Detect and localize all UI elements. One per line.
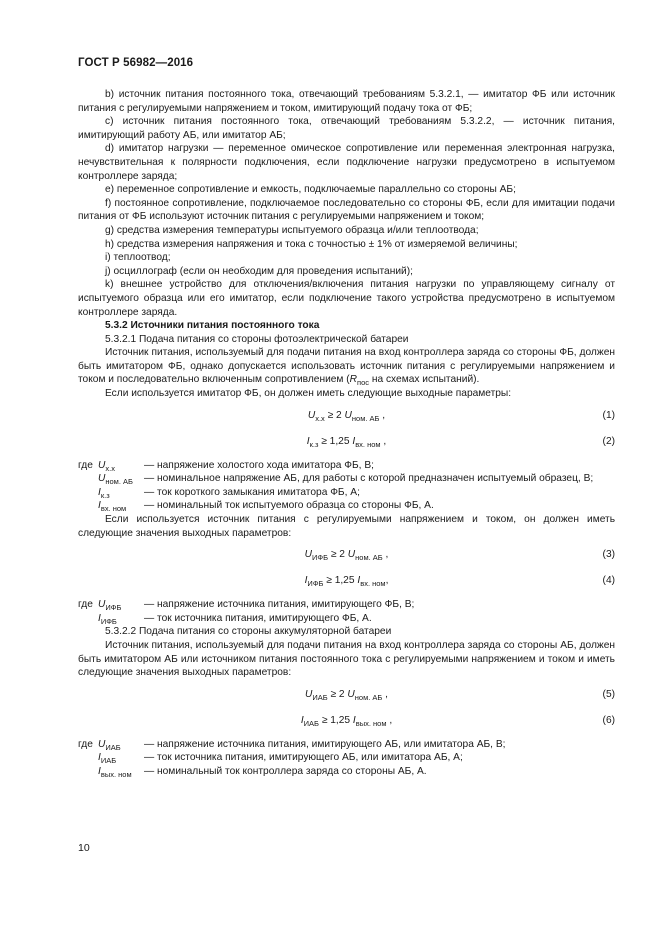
f4-sub2: вх. ном bbox=[360, 579, 386, 589]
where-row bbox=[78, 612, 615, 626]
where-list-3 bbox=[78, 738, 615, 779]
formula-4-expression bbox=[78, 574, 615, 588]
list-item-g: g) средства измерения температуры испытуемого образца и/или теплоотвода; bbox=[105, 224, 479, 236]
formula-6 bbox=[78, 712, 615, 738]
formula-3-expression bbox=[78, 548, 615, 562]
where-row bbox=[78, 738, 615, 752]
symbol-r: R bbox=[349, 374, 358, 386]
where-sub: вых. ном bbox=[100, 769, 132, 779]
where-row bbox=[78, 765, 615, 779]
where-sub: вх. ном bbox=[100, 504, 127, 514]
list-item-f: f) постоянное сопротивление, подключаемое последовательно со стороны ФБ, если для имитации подачи питания от ФБ используют источник питания с регулируемыми напряжением и током; bbox=[78, 197, 615, 223]
f5-sub2: ном. АБ bbox=[354, 692, 383, 702]
paragraph-regulated-source: Если используется источник питания с регулируемыми напряжением и током, он должен иметь следующие значения выходных параметров: bbox=[78, 514, 615, 539]
f4-tail: , bbox=[385, 575, 389, 587]
list-item-h: h) средства измерения напряжения и тока с точностью ± 1% от измеряемой величины; bbox=[105, 238, 518, 250]
formula-4-number: (4) bbox=[602, 575, 615, 587]
paragraph-pv-simulator: Если используется имитатор ФБ, он должен иметь следующие выходные параметры: bbox=[105, 388, 512, 400]
document-body bbox=[78, 88, 615, 779]
f1-sub2: ном. АБ bbox=[351, 413, 380, 423]
where-sym: I bbox=[98, 486, 101, 498]
f6-sub2: вых. ном bbox=[355, 718, 387, 728]
where-sub: х.х bbox=[105, 463, 115, 473]
where-text: — напряжение источника питания, имитирующего АБ, или имитатора АБ, В; bbox=[144, 738, 506, 750]
f3-op: ≥ 2 bbox=[328, 549, 348, 561]
list-item-b: b) источник питания постоянного тока, отвечающий требованиям 5.3.2.1, — имитатор ФБ или источник питания с регулируемыми напряжением и током, имитирующий подачу тока от ФБ; bbox=[78, 89, 615, 114]
f2-sub: к.з bbox=[309, 439, 319, 449]
list-item-k: k) внешнее устройство для отключения/включения питания нагрузки по управляющему сигналу от испытуемого образца или его имитатор, если подключение такого устройства предусмотрено в испытуемом контроллере заряда. bbox=[78, 279, 615, 318]
formula-5 bbox=[78, 686, 615, 712]
f6-sym: I bbox=[300, 714, 304, 726]
f2-sym2: I bbox=[352, 435, 356, 447]
formula-5-number: (5) bbox=[602, 688, 615, 700]
f3-sym2: U bbox=[347, 549, 356, 561]
where-row bbox=[78, 486, 615, 500]
f4-op: ≥ 1,25 bbox=[323, 575, 358, 587]
list-item-d: d) имитатор нагрузки — переменное омическое сопротивление или переменная электронная нагрузка, нечувствительная к полярности подключения, если подключение нагрузки предусмотрено в испытуемом контроллере заряда; bbox=[78, 143, 615, 182]
symbol-r-sub: пос bbox=[357, 378, 369, 388]
paragraph-pv-source-end: на схемах испытаний). bbox=[369, 374, 480, 386]
section-heading-532: 5.3.2 Источники питания постоянного тока bbox=[105, 320, 320, 332]
where-row bbox=[78, 459, 615, 473]
where-sym: U bbox=[98, 459, 106, 471]
f5-sym: U bbox=[304, 688, 313, 700]
where-sub: ИФБ bbox=[100, 616, 117, 626]
f2-op: ≥ 1,25 bbox=[318, 435, 353, 447]
formula-1 bbox=[78, 407, 615, 433]
f2-sym: I bbox=[306, 435, 310, 447]
f3-sym: U bbox=[304, 549, 312, 561]
where-text: — ток источника питания, имитирующего АБ, или имитатора АБ, А; bbox=[144, 752, 463, 764]
list-item-c: c) источник питания постоянного тока, отвечающий требованиям 5.3.2.2, — источник питания, имитирующий работу АБ, или имитатор АБ; bbox=[78, 116, 615, 141]
f6-op: ≥ 1,25 bbox=[318, 714, 353, 726]
where-sym: U bbox=[98, 473, 106, 485]
where-sub: ИАБ bbox=[100, 756, 117, 766]
f3-sub: ИФБ bbox=[312, 553, 329, 563]
paragraph-pv-source-start: Источник питания, используемый для подачи питания на вход контроллера заряда со стороны ФБ, должен быть имитатором ФБ, однако допускается использовать источник питания с регулируемыми напряжением и током и последовательно включенным сопротивлением ( bbox=[78, 347, 615, 386]
where-sym: I bbox=[98, 752, 101, 764]
where-row bbox=[78, 499, 615, 513]
formula-2-expression bbox=[78, 435, 615, 449]
where-sym: U bbox=[98, 738, 106, 750]
formula-1-number: (1) bbox=[602, 409, 615, 421]
subsection-title-5321: 5.3.2.1 Подача питания со стороны фотоэлектрической батареи bbox=[105, 333, 409, 345]
paragraph-battery-source: Источник питания, используемый для подачи питания на вход контроллера заряда со стороны АБ, должен быть имитатором АБ или источником питания постоянного тока с регулируемыми напряжением и током и иметь следующие значения выходных параметров: bbox=[78, 640, 615, 679]
f3-sub2: ном. АБ bbox=[355, 553, 383, 563]
f3-tail: , bbox=[382, 549, 389, 561]
where-text: — напряжение источника питания, имитирующего ФБ, В; bbox=[144, 599, 415, 611]
formula-5-expression bbox=[78, 688, 615, 702]
where-list-2 bbox=[78, 598, 615, 625]
where-list-1 bbox=[78, 459, 615, 513]
list-item-e: e) переменное сопротивление и емкость, подключаемые параллельно со стороны АБ; bbox=[105, 184, 516, 196]
formula-3 bbox=[78, 546, 615, 572]
f6-sym2: I bbox=[352, 714, 356, 726]
where-row bbox=[78, 598, 615, 612]
list-item-i: i) теплоотвод; bbox=[105, 252, 171, 264]
where-sub: ИАБ bbox=[105, 742, 121, 752]
f4-sub: ИФБ bbox=[307, 579, 324, 589]
f5-sym2: U bbox=[347, 688, 355, 700]
f1-sym: U bbox=[307, 409, 316, 421]
formula-6-number: (6) bbox=[602, 714, 615, 726]
where-sym: I bbox=[98, 765, 101, 777]
where-sub: ном. АБ bbox=[105, 477, 133, 487]
f5-sub: ИАБ bbox=[312, 692, 328, 702]
where-text: — ток источника питания, имитирующего ФБ, А. bbox=[144, 612, 372, 624]
f2-sub2: вх. ном bbox=[355, 439, 381, 449]
formula-3-number: (3) bbox=[602, 549, 615, 561]
f2-tail: , bbox=[380, 435, 387, 447]
where-row bbox=[78, 472, 615, 486]
document-header: ГОСТ Р 56982—2016 bbox=[78, 57, 194, 69]
formula-2-number: (2) bbox=[602, 435, 615, 447]
f1-tail: , bbox=[379, 409, 386, 421]
where-text: — номинальное напряжение АБ, для работы с которой предназначен испытуемый образец, В; bbox=[144, 473, 594, 485]
where-text: — номинальный ток испытуемого образца со стороны ФБ, А. bbox=[144, 500, 434, 512]
where-sub: ИФБ bbox=[105, 603, 122, 613]
where-text: — напряжение холостого хода имитатора ФБ, В; bbox=[144, 459, 374, 471]
f6-sub: ИАБ bbox=[303, 718, 319, 728]
where-sym: I bbox=[98, 612, 101, 624]
formula-2 bbox=[78, 433, 615, 459]
formula-4 bbox=[78, 572, 615, 598]
where-sym: U bbox=[98, 599, 106, 611]
f4-sym: I bbox=[304, 575, 308, 587]
f5-tail: , bbox=[382, 688, 389, 700]
where-word: где bbox=[78, 459, 93, 471]
formula-1-expression bbox=[78, 409, 615, 423]
f1-sym2: U bbox=[344, 409, 352, 421]
where-word: где bbox=[78, 738, 93, 750]
paragraph-pv-source bbox=[78, 346, 615, 387]
where-row bbox=[78, 751, 615, 765]
where-sym: I bbox=[98, 500, 101, 512]
f1-sub: х.х bbox=[315, 413, 325, 423]
where-word: где bbox=[78, 599, 93, 611]
f5-op: ≥ 2 bbox=[327, 688, 348, 700]
where-text: — номинальный ток контроллера заряда со стороны АБ, А. bbox=[144, 765, 427, 777]
list-item-j: j) осциллограф (если он необходим для проведения испытаний); bbox=[105, 265, 413, 277]
formula-6-expression bbox=[78, 714, 615, 728]
f1-op: ≥ 2 bbox=[324, 409, 345, 421]
page-number: 10 bbox=[78, 842, 90, 854]
where-text: — ток короткого замыкания имитатора ФБ, А; bbox=[144, 486, 360, 498]
where-sub: к.з bbox=[100, 490, 110, 500]
f4-sym2: I bbox=[357, 575, 361, 587]
f6-tail: , bbox=[386, 714, 393, 726]
subsection-title-5322: 5.3.2.2 Подача питания со стороны аккумуляторной батареи bbox=[105, 626, 392, 638]
